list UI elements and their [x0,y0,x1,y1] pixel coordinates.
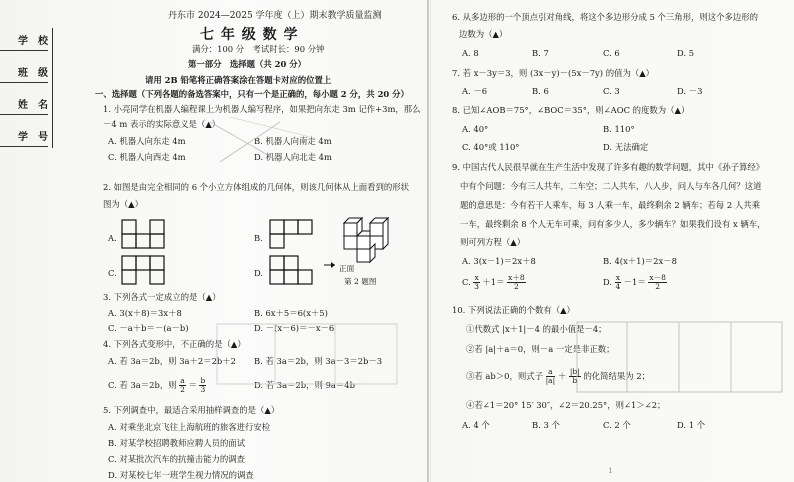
q3-option-b: B. 6x＋5＝6(x＋5) [254,308,328,318]
page-fold [427,0,429,482]
q10-s3-prefix: ③若 ab＞0，则式子 [466,371,543,381]
q3-option-c: C. －a＋b＝－(a－b) [108,323,189,333]
q5-option-a: A. 对乘坐北京飞往上海航班的旅客进行安检 [108,422,271,432]
q8-stem: 8. 已知∠AOB＝75°，∠BOC＝35°，则∠AOC 的度数为（▲） [452,105,690,115]
q1-option-d: D. 机器人向北走 4m [254,152,332,162]
q1-stem-line2: －4 m 表示的实际意义是（▲） [103,119,221,129]
q4-option-a: A. 若 3a＝2b，则 3a＋2＝2b＋2 [108,356,237,366]
q9-d-fraction-1 [615,274,621,291]
q9-line3: 题的意思是：今有若干人乘车，每 3 人乘一车，最终剩余 2 辆车；若每 2 人共乘 [460,200,760,210]
q4-option-c [108,377,206,394]
q6-option-d: D. 5 [677,48,695,58]
q6-option-a: A. 8 [462,48,479,58]
q2-stem-line2: 图为（▲） [103,199,143,209]
q9-d-frac2-num: x－8 [649,273,666,282]
q4-frac2-num: b [200,376,206,385]
part-one-title: 第一部分 选择题（共 20 分） [188,59,306,69]
q2-figure-d [268,254,328,286]
q8-option-c: C. 40°或 110° [462,142,520,152]
q5-option-d: D. 对某校七年一班学生视力情况的调查 [108,470,254,480]
strip-cell [0,124,48,147]
q5-stem: 5. 下列调查中，最适合采用抽样调查的是（▲） [103,405,280,415]
section-one-title: 一、选择题（下列各题的备选答案中，只有一个是正确的，每小题 2 分，共 20 分） [95,89,409,99]
strip-cell [0,28,48,51]
q5-option-c: C. 对某批次汽车的抗撞击能力的调查 [108,454,246,464]
q2-figure-a [120,218,180,250]
q2-option-c: C. [108,268,117,278]
q9-line1: 9. 中国古代人民很早就在生产生活中发现了许多有趣的数学问题，其中《孙子算经》 [452,162,765,172]
q2-figure-c [120,254,180,286]
q8-option-a: A. 40° [462,124,489,134]
q9-c-middle: ＋1＝ [482,277,505,287]
q10-option-d: D. 1 个 [677,420,706,430]
q4-option-d: D. 若 3a＝2b，则 9a＝4b [254,380,355,390]
q4-fraction-1 [179,377,185,394]
q9-line2: 中有个问题：今有三人共车，二车空；二人共车，八人步，问人与车各几何？这道 [460,181,762,191]
q9-d-middle: －1＝ [623,277,646,287]
q4-frac1-num: a [180,376,185,385]
q2-option-b: B. [254,233,263,243]
q9-line5: 则可列方程（▲） [460,237,526,247]
q6-stem-line1: 6. 从多边形的一个顶点引对角线，将这个多边形分成 5 个三角形，则这个多边形的 [452,12,759,22]
q2-figure-caption: 第 2 题图 [344,277,377,286]
front-label: 正面 [339,264,355,273]
q10-s3-suffix: 的化简结果为 2； [583,371,651,381]
q9-d-frac1-den: 4 [615,282,621,291]
q4-frac1-den: 2 [180,385,185,394]
q10-stem: 10. 下列说法正确的个数有（▲） [452,305,575,315]
q6-option-c: C. 6 [603,48,620,58]
q9-option-d-prefix: D. [603,277,613,287]
binding-strip [0,28,53,148]
q10-option-a: A. 4 个 [462,420,490,430]
name-label: 姓 名 [18,100,48,111]
q4-option-b: B. 若 3a＝2b，则 3a－3＝2b－3 [254,356,383,366]
q4-fraction-2 [199,377,206,394]
q1-option-a: A. 机器人向东走 4m [108,136,186,146]
q10-statement-2: ②若 |a|＋a＝0，则－a 一定是非正数； [466,344,615,354]
answer-instruction: 请用 2B 铅笔将正确答案涂在答题卡对应的位置上 [145,75,332,85]
school-label: 学 校 [18,36,48,47]
q7-option-d: D. －3 [677,86,703,96]
q6-stem-line2: 边数为（▲） [459,29,508,39]
q9-c-frac1-num: x [474,273,479,282]
class-label: 班 级 [18,68,48,79]
q9-option-c-prefix: C. [462,277,471,287]
q2-stem-line1: 2. 如图是由完全相同的 6 个小立方体组成的几何体，则该几何体从上面看到的形状 [103,182,410,192]
q2-option-a: A. [108,233,117,243]
strip-cell [0,92,48,115]
q9-d-fraction-2 [648,274,667,291]
q4-equals: ＝ [188,380,197,390]
q9-d-frac1-num: x [615,273,620,282]
q9-option-c [462,274,526,291]
q1-stem-line1: 1. 小亮同学在机器人编程课上为机器人编写程序，如果把向东走 3m 记作+3m，那么 [103,104,421,114]
q10-s3-frac-b: $\frac{|b|}{b}$ [569,367,580,385]
q7-option-c: C. 3 [603,86,620,96]
subject-title: 七 年 级 数 学 [200,27,299,43]
q8-option-d: D. 无法确定 [603,142,649,152]
q5-option-b: B. 对某学校招聘教师应聘人员的面试 [108,438,246,448]
q10-statement-1: ①代数式 |x＋1|－4 的最小值是－4； [466,324,607,334]
q9-option-d [603,274,667,291]
page-fold-highlight [430,0,431,482]
q10-s3-frac-a: $\frac{a}{|a|}$ [545,367,556,385]
q2-cube-figure [338,212,404,268]
front-arrow-icon [323,259,337,271]
exam-title: 丹东市 2024—2025 学年度（上）期末教学质量监测 [168,11,382,21]
q9-option-b: B. 4(x＋1)＝2x－8 [603,256,677,266]
q9-c-fraction-1 [473,274,479,291]
q7-option-a: A. －6 [462,86,488,96]
page-number: 1 [608,466,613,475]
q2-option-d: D. [254,268,264,278]
student-id-label: 学 号 [18,132,48,143]
q6-option-b: B. 7 [532,48,549,58]
q9-d-frac2-den: 2 [655,282,661,291]
bleed-through-table [215,322,405,392]
q9-c-fraction-2 [507,274,526,291]
bleed-through-marks [200,112,320,172]
q2-figure-b [268,218,328,250]
q10-option-b: B. 3 个 [532,420,560,430]
q1-option-c: C. 机器人向西走 4m [108,152,186,162]
strip-cell [0,60,48,83]
q3-option-a: A. 3(x＋8)＝3x＋8 [108,308,182,318]
q10-statement-4: ④若∠1＝20° 15′ 30″，∠2＝20.25°，则∠1＞∠2； [466,400,666,410]
q1-option-b: B. 机器人向南走 4m [254,136,332,146]
exam-info: 满分：100 分 考试时长：90 分钟 [192,44,325,54]
q9-option-a: A. 3(x－1)＝2x＋8 [462,256,536,266]
q9-c-frac1-den: 3 [474,282,479,291]
q7-stem: 7. 若 x－3y＝3，则 (3x－y)－(5x－7y) 的值为（▲） [452,68,655,78]
bleed-through-grid [575,320,787,400]
q4-frac2-den: 3 [200,385,206,394]
q4-stem: 4. 下列各式变形中，不正确的是（▲） [103,339,246,349]
q3-option-d: D. －(x－6)＝－x－6 [254,323,335,333]
q9-c-frac2-den: 2 [513,282,519,291]
q4-option-c-prefix: C. 若 3a＝2b，则 [108,380,177,390]
q10-option-c: C. 2 个 [603,420,631,430]
q10-statement-3: ③若 ab＞0，则式子 $\frac{a}{|a|}$ ＋ $\frac{|b|}{b}$ 的化简结果为 2； [466,367,651,385]
q8-option-b: B. 110° [603,124,635,134]
q9-c-frac2-num: x＋8 [508,273,525,282]
q3-stem: 3. 下列各式一定成立的是（▲） [103,292,221,302]
q9-line4: 一车，最终剩余 8 个人无车可乘，问有多少人，多少辆车？如果我们设有 x 辆车， [460,219,766,229]
q7-option-b: B. 6 [532,86,549,96]
